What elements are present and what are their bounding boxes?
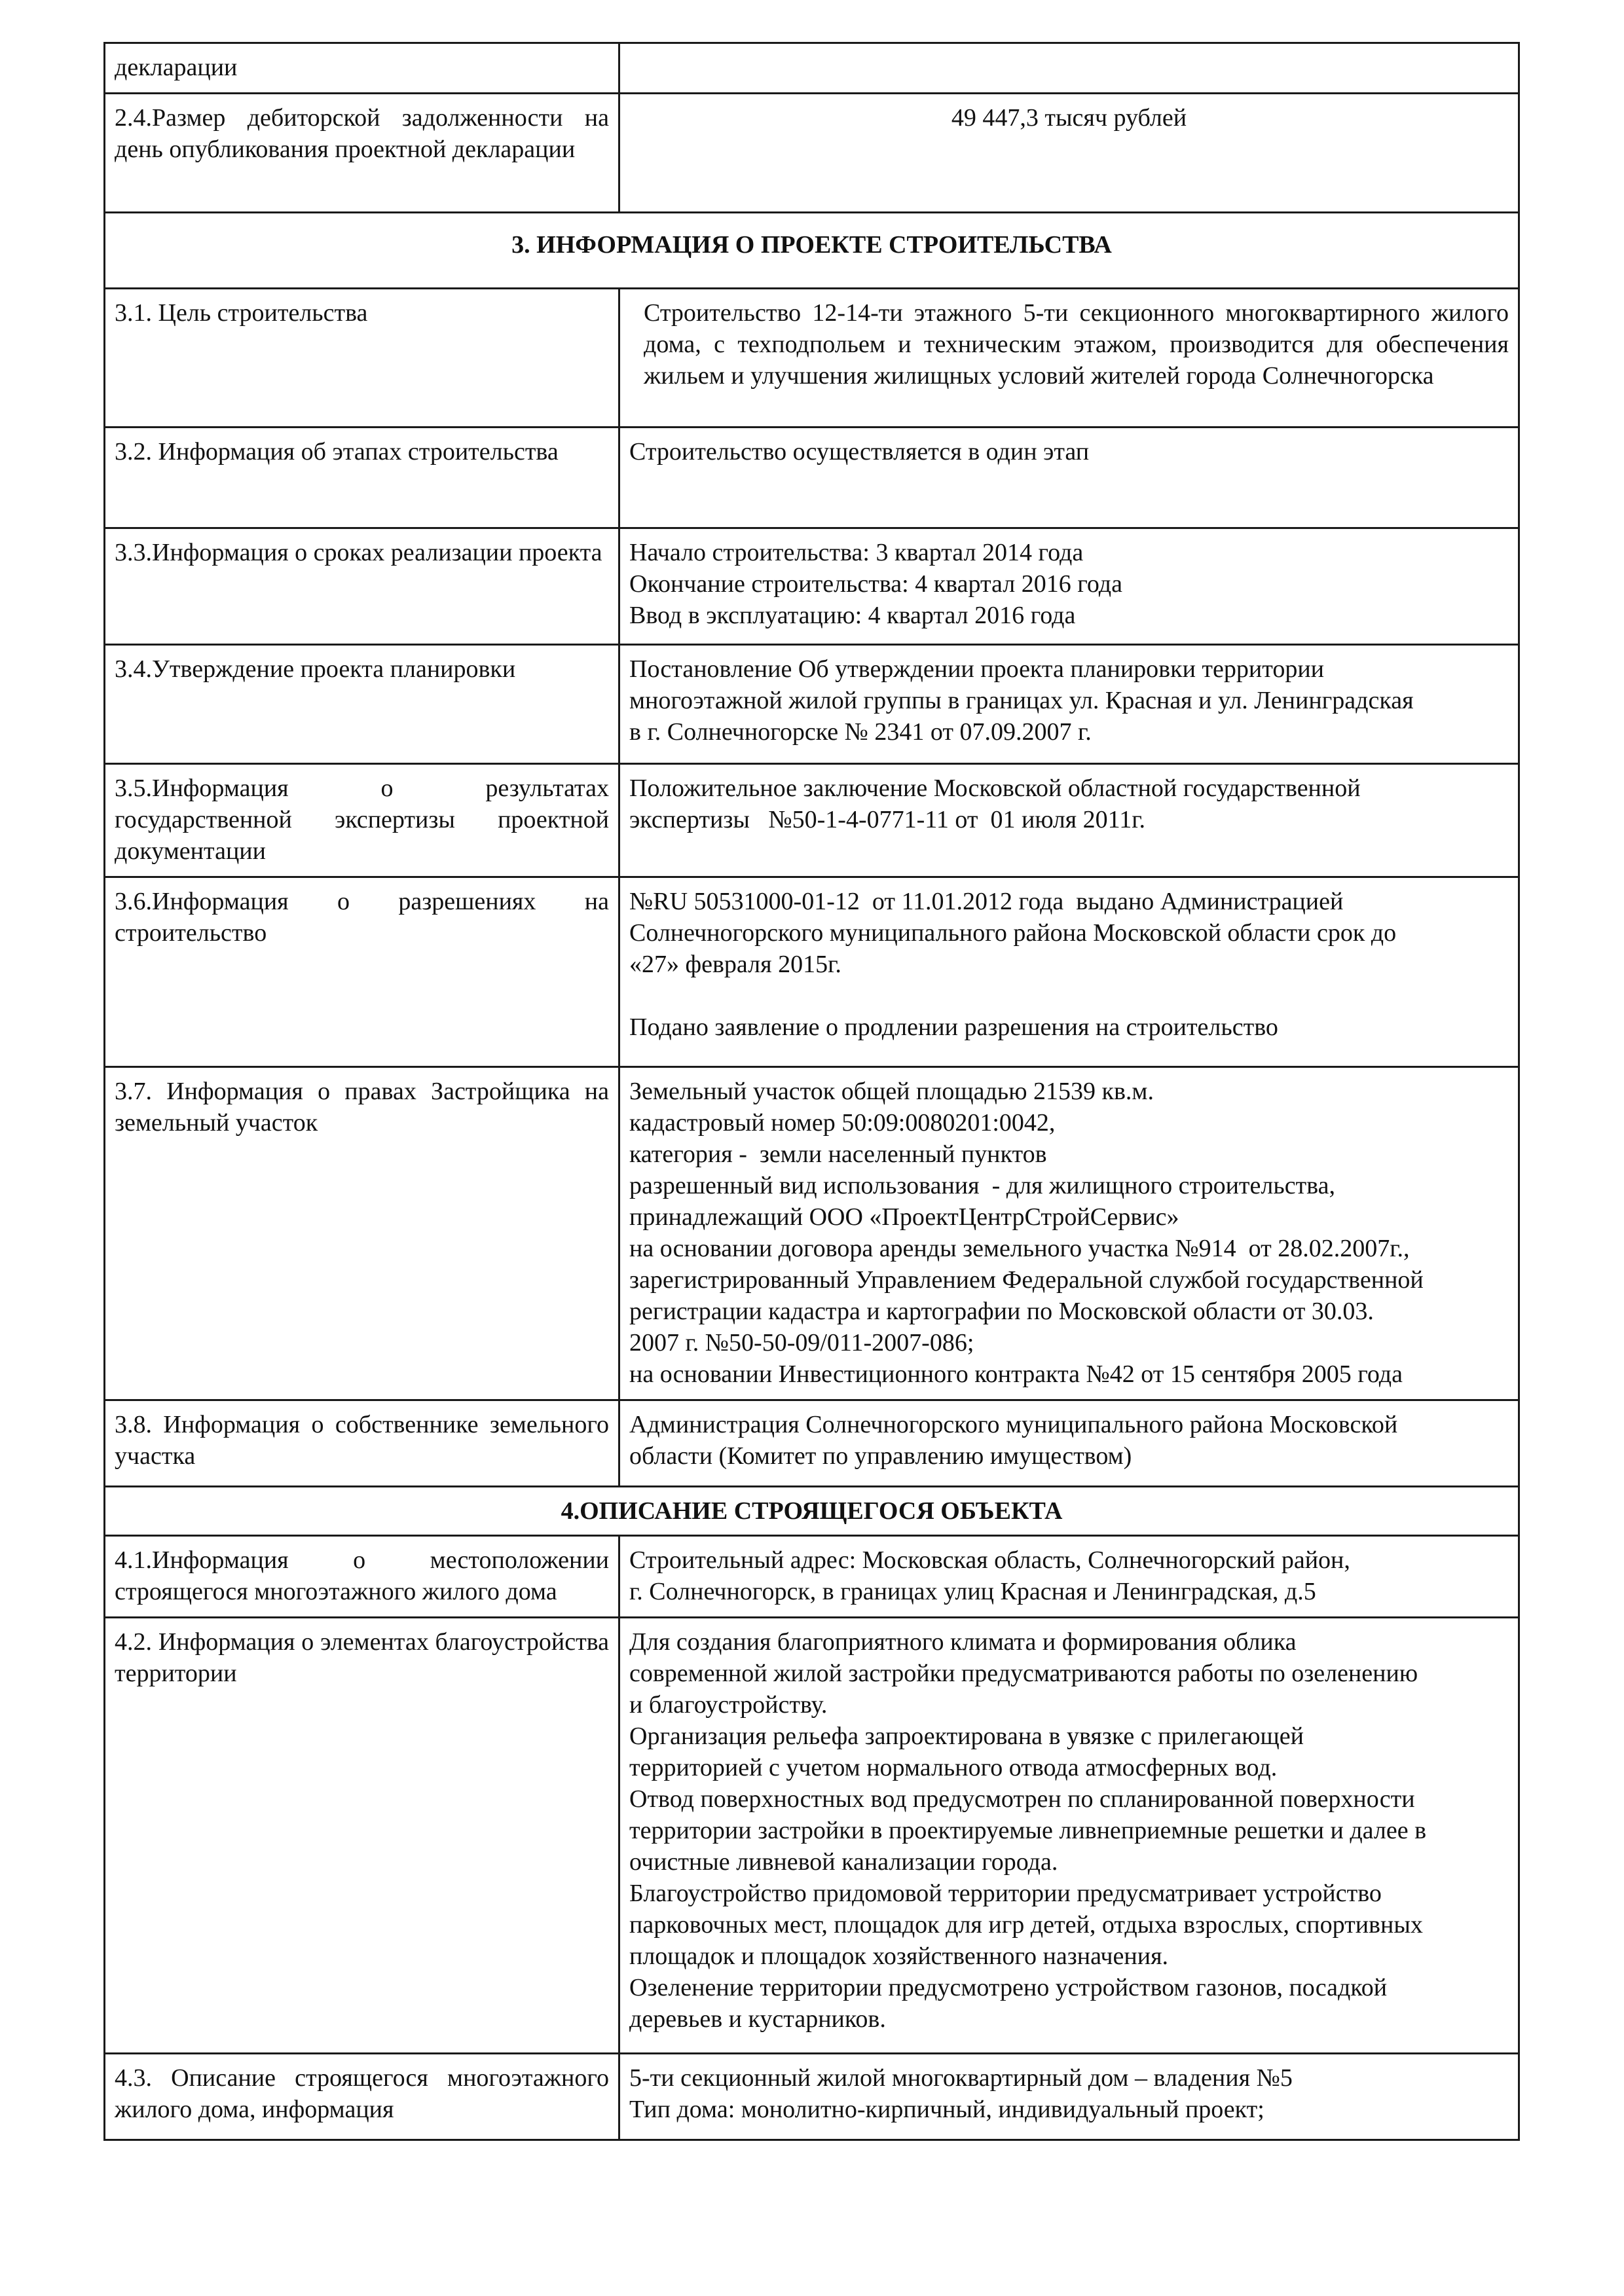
section-title: 4.ОПИСАНИЕ СТРОЯЩЕГОСЯ ОБЪЕКТА <box>105 1487 1519 1536</box>
spacer <box>629 980 1509 1011</box>
value-line: современной жилой застройки предусматриваются работы по озеленению <box>629 1660 1418 1687</box>
value-line: Тип дома: монолитно-кирпичный, индивидуальный проект; <box>629 2096 1264 2123</box>
row-value <box>619 645 1519 764</box>
value-line: Положительное заключение Московской областной государственной <box>629 774 1361 802</box>
row-value <box>619 764 1519 877</box>
row-value: Строительство осуществляется в один этап <box>619 428 1519 528</box>
value-note: Подано заявление о продлении разрешения на строительство <box>629 1013 1278 1041</box>
row-label: 4.2. Информация о элементах благоустройства территории <box>105 1618 619 2054</box>
value-line: категория - земли населенный пунктов <box>629 1140 1047 1168</box>
row-value <box>619 1618 1519 2054</box>
value-line: на основании договора аренды земельного участка №914 от 28.02.2007г., <box>629 1235 1410 1262</box>
value-line: и благоустройству. <box>629 1691 828 1719</box>
value-line: экспертизы №50-1-4-0771-11 от 01 июля 2011г. <box>629 806 1146 833</box>
row-value <box>619 1067 1519 1400</box>
table-row <box>105 1067 1519 1400</box>
value-line: «27» февраля 2015г. <box>629 951 841 978</box>
table-row <box>105 289 1519 428</box>
value-line: Организация рельефа запроектирована в увязке с прилегающей <box>629 1722 1304 1750</box>
value-line: очистные ливневой канализации города. <box>629 1848 1058 1876</box>
value-line: регистрации кадастра и картографии по Московской области от 30.03. <box>629 1298 1374 1325</box>
value-line: Начало строительства: 3 квартал 2014 года <box>629 539 1084 566</box>
value-line: Земельный участок общей площадью 21539 кв.м. <box>629 1078 1154 1105</box>
table-row <box>105 764 1519 877</box>
value-line: Администрация Солнечногорского муниципального района Московской <box>629 1411 1398 1438</box>
row-value <box>619 1536 1519 1618</box>
value-line: территорией с учетом нормального отвода атмосферных вод. <box>629 1754 1278 1781</box>
table-row <box>105 1400 1519 1487</box>
row-label: 3.7. Информация о правах Застройщика на земельный участок <box>105 1067 619 1400</box>
value-line: Солнечногорского муниципального района Московской области срок до <box>629 919 1397 947</box>
table-row <box>105 877 1519 1067</box>
declaration-table <box>103 42 1520 2141</box>
table-row <box>105 645 1519 764</box>
row-label: 4.1.Информация о местоположении строящегося многоэтажного жилого дома <box>105 1536 619 1618</box>
value-line: Постановление Об утверждении проекта планировки территории <box>629 655 1324 683</box>
row-label: декларации <box>105 43 619 94</box>
value-line: зарегистрированный Управлением Федеральной службой государственной <box>629 1266 1424 1294</box>
row-label: 2.4.Размер дебиторской задолженности на день опубликования проектной декларации <box>105 94 619 213</box>
value-line: Озеленение территории предусмотрено устройством газонов, посадкой <box>629 1974 1388 2001</box>
value-line: Окончание строительства: 4 квартал 2016 года <box>629 570 1122 598</box>
value-line: парковочных мест, площадок для игр детей, отдыха взрослых, спортивных <box>629 1911 1423 1939</box>
section-header-row <box>105 1487 1519 1536</box>
value-line: 2007 г. №50-50-09/011-2007-086; <box>629 1329 974 1357</box>
section-header-row <box>105 213 1519 289</box>
table-row <box>105 528 1519 645</box>
table-row <box>105 1618 1519 2054</box>
row-label: 3.5.Информация о результатах государственной экспертизы проектной документации <box>105 764 619 877</box>
row-value <box>619 2054 1519 2140</box>
value-line: 5-ти секционный жилой многоквартирный дом – владения №5 <box>629 2064 1293 2092</box>
row-label: 3.4.Утверждение проекта планировки <box>105 645 619 764</box>
value-line: Для создания благоприятного климата и формирования облика <box>629 1628 1297 1656</box>
value-line: №RU 50531000-01-12 от 11.01.2012 года выдано Администрацией <box>629 888 1344 915</box>
value-line: Строительный адрес: Московская область, Солнечногорский район, <box>629 1546 1350 1574</box>
row-label: 3.3.Информация о сроках реализации проекта <box>105 528 619 645</box>
value-line: Ввод в эксплуатацию: 4 квартал 2016 года <box>629 602 1076 629</box>
row-label: 3.8. Информация о собственнике земельного участка <box>105 1400 619 1487</box>
value-line: разрешенный вид использования - для жилищного строительства, <box>629 1172 1335 1199</box>
section-title: 3. ИНФОРМАЦИЯ О ПРОЕКТЕ СТРОИТЕЛЬСТВА <box>105 213 1519 289</box>
table-row <box>105 2054 1519 2140</box>
row-value <box>619 43 1519 94</box>
row-value: 49 447,3 тысяч рублей <box>619 94 1519 213</box>
row-value <box>619 877 1519 1067</box>
row-value <box>619 1400 1519 1487</box>
row-label: 3.6.Информация о разрешениях на строительство <box>105 877 619 1067</box>
value-line: Отвод поверхностных вод предусмотрен по спланированной поверхности <box>629 1785 1415 1813</box>
row-label: 3.1. Цель строительства <box>105 289 619 428</box>
value-line: г. Солнечногорск, в границах улиц Красная и Ленинградская, д.5 <box>629 1578 1316 1605</box>
value-line: Благоустройство придомовой территории предусматривает устройство <box>629 1880 1382 1907</box>
value-line: принадлежащий ООО «ПроектЦентрСтройСервис» <box>629 1203 1179 1231</box>
value-line: многоэтажной жилой группы в границах ул. Красная и ул. Ленинградская <box>629 687 1414 714</box>
table-row <box>105 428 1519 528</box>
row-label: 3.2. Информация об этапах строительства <box>105 428 619 528</box>
value-line: кадастровый номер 50:09:0080201:0042, <box>629 1109 1056 1137</box>
value-line: в г. Солнечногорске № 2341 от 07.09.2007 г. <box>629 718 1092 746</box>
row-value: Строительство 12-14-ти этажного 5-ти секционного многоквартирного жилого дома, с техподпольем и техническим этажом, производится для обеспечения жильем и улучшения жилищных условий жителей города Солнечногорска <box>619 289 1519 428</box>
table-row <box>105 1536 1519 1618</box>
value-line: территории застройки в проектируемые ливнеприемные решетки и далее в <box>629 1817 1427 1844</box>
value-line: области (Комитет по управлению имуществом) <box>629 1442 1132 1470</box>
table-row <box>105 43 1519 94</box>
row-value <box>619 528 1519 645</box>
value-line: деревьев и кустарников. <box>629 2005 886 2033</box>
table-row <box>105 94 1519 213</box>
row-label: 4.3. Описание строящегося многоэтажного жилого дома, информация <box>105 2054 619 2140</box>
value-line: площадок и площадок хозяйственного назначения. <box>629 1942 1169 1970</box>
value-line: на основании Инвестиционного контракта №42 от 15 сентября 2005 года <box>629 1360 1403 1388</box>
